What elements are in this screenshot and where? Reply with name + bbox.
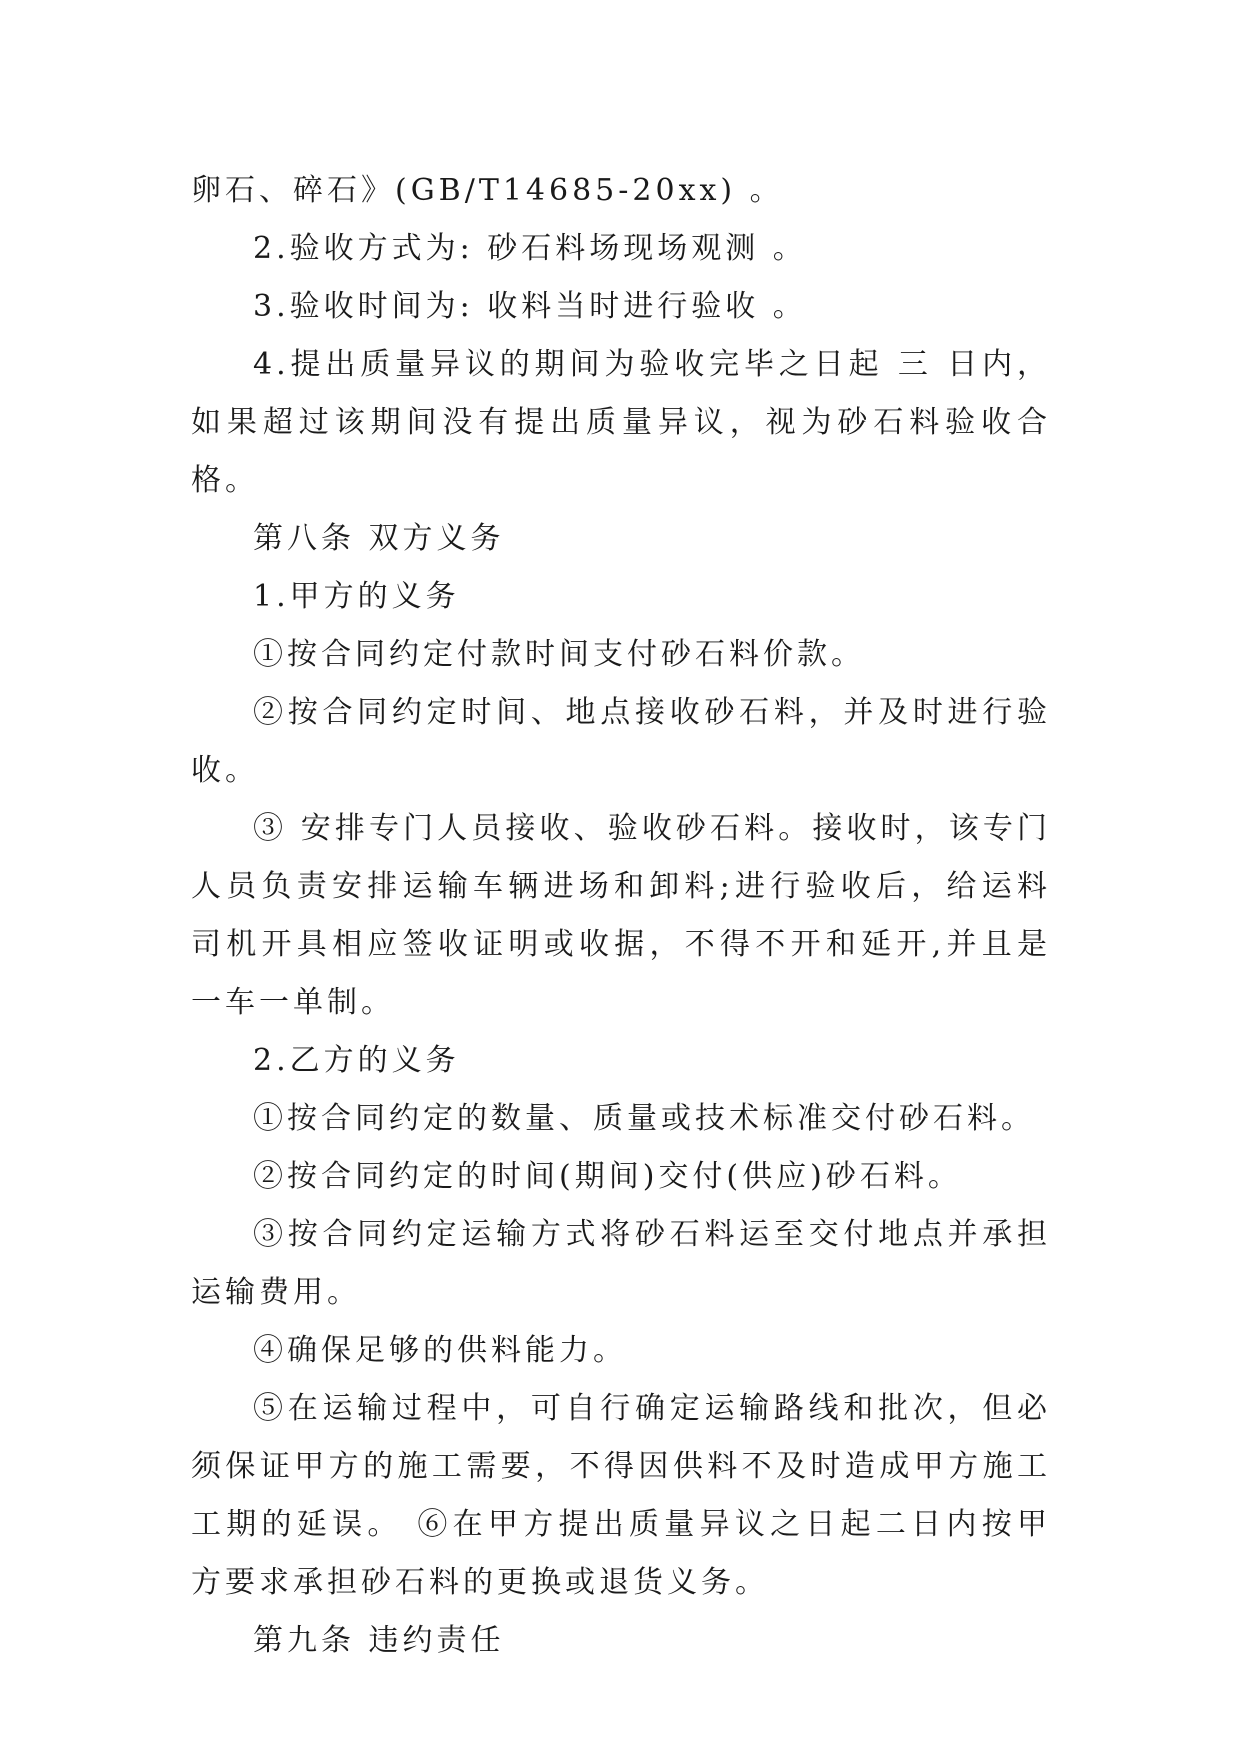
article-8-heading: 第八条 双方义务 (253, 521, 505, 556)
party-a-item-3: ③ 安排专门人员接收、验收砂石料。接收时，该专门人员负责安排运输车辆进场和卸料;进行验收后，给运料司机开具相应签收证明或收据，不得不开和延开,并且是一车一单制。 (191, 811, 1051, 1020)
article-9-heading: 第九条 违约责任 (253, 1623, 505, 1658)
paragraph-acceptance-time: 3.验收时间为: 收料当时进行验收 。 (253, 289, 807, 324)
paragraph-standard-reference: 卵石、碎石》(GB/T14685-20xx) 。 (191, 173, 784, 208)
party-b-item-4: ④确保足够的供料能力。 (253, 1333, 627, 1368)
party-b-obligations-heading: 2.乙方的义务 (253, 1043, 460, 1078)
party-a-item-1: ①按合同约定付款时间支付砂石料价款。 (253, 637, 865, 672)
party-b-item-5-6: ⑤在运输过程中，可自行确定运输路线和批次，但必须保证甲方的施工需要，不得因供料不及时造成甲方施工工期的延误。 ⑥在甲方提出质量异议之日起二日内按甲方要求承担砂石料的更换或退货义务。 (191, 1391, 1051, 1600)
party-a-obligations-heading: 1.甲方的义务 (253, 579, 460, 614)
party-b-item-1: ①按合同约定的数量、质量或技术标准交付砂石料。 (253, 1101, 1035, 1136)
party-a-item-2: ②按合同约定时间、地点接收砂石料，并及时进行验收。 (191, 695, 1051, 788)
paragraph-quality-objection: 4.提出质量异议的期间为验收完毕之日起 三 日内，如果超过该期间没有提出质量异议，视为砂石料验收合格。 (191, 347, 1051, 498)
document-body (191, 162, 1051, 1670)
paragraph-acceptance-method: 2.验收方式为: 砂石料场现场观测 。 (253, 231, 807, 266)
party-b-item-3: ③按合同约定运输方式将砂石料运至交付地点并承担运输费用。 (191, 1217, 1051, 1310)
party-b-item-2: ②按合同约定的时间(期间)交付(供应)砂石料。 (253, 1159, 962, 1194)
